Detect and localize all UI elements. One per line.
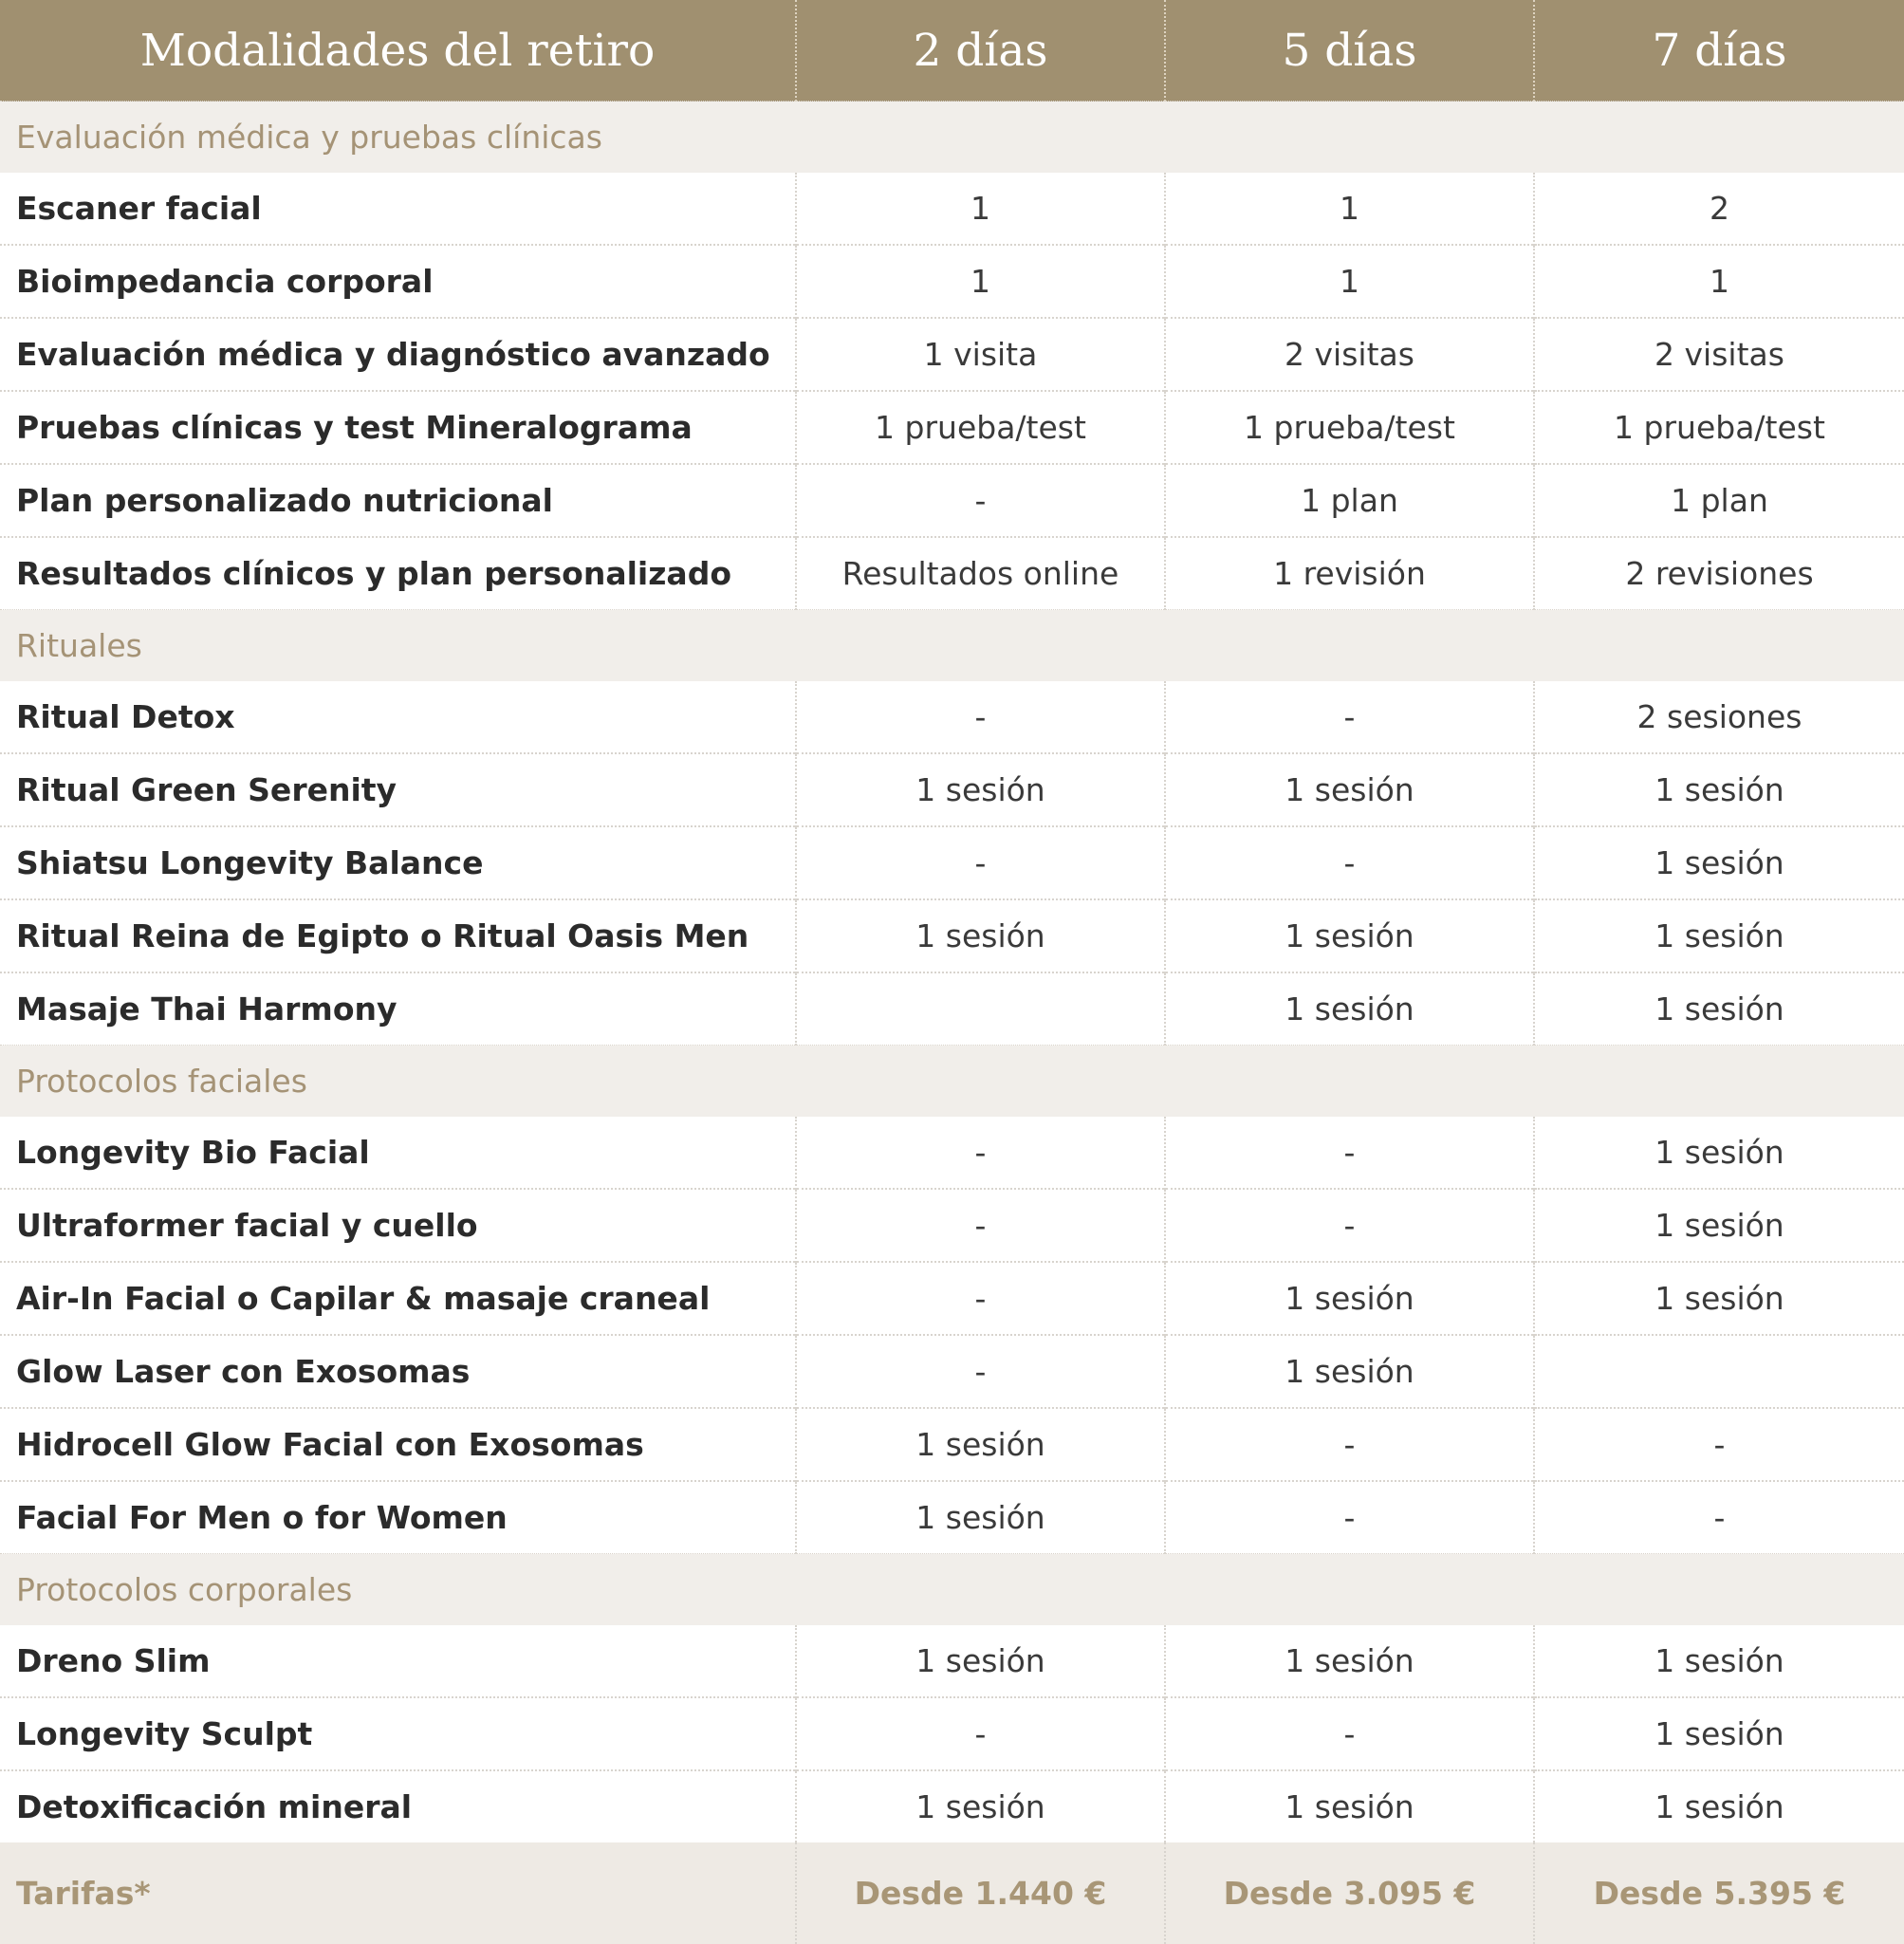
cell-5-days: 1 sesión <box>1165 972 1534 1046</box>
section-row <box>0 1554 1904 1626</box>
cell-7-days <box>1534 1335 1904 1408</box>
cell-7-days: 1 prueba/test <box>1534 391 1904 464</box>
cell-7-days: 1 <box>1534 245 1904 318</box>
cell-7-days: 2 visitas <box>1534 318 1904 391</box>
cell-7-days: 1 sesión <box>1534 972 1904 1046</box>
cell-7-days: 1 sesión <box>1534 1625 1904 1697</box>
table-row <box>0 972 1904 1046</box>
section-title: Protocolos corporales <box>0 1554 1904 1626</box>
cell-5-days: - <box>1165 1481 1534 1554</box>
row-label: Dreno Slim <box>0 1625 796 1697</box>
cell-5-days: 1 revisión <box>1165 537 1534 610</box>
cell-5-days: 1 sesión <box>1165 1262 1534 1335</box>
cell-7-days: - <box>1534 1481 1904 1554</box>
table-row <box>0 173 1904 245</box>
header-5-days: 5 días <box>1165 0 1534 102</box>
table-row <box>0 537 1904 610</box>
cell-2-days: - <box>796 1697 1165 1770</box>
row-label: Hidrocell Glow Facial con Exosomas <box>0 1408 796 1481</box>
cell-5-days: 1 sesión <box>1165 899 1534 972</box>
table-row <box>0 1697 1904 1770</box>
row-label: Longevity Bio Facial <box>0 1117 796 1189</box>
table-row <box>0 1481 1904 1554</box>
row-label: Pruebas clínicas y test Mineralograma <box>0 391 796 464</box>
table-row <box>0 464 1904 537</box>
pricing-row <box>0 1842 1904 1944</box>
cell-7-days: 1 sesión <box>1534 1697 1904 1770</box>
price-2-days: Desde 1.440 € <box>796 1842 1165 1944</box>
row-label: Evaluación médica y diagnóstico avanzado <box>0 318 796 391</box>
table-row <box>0 899 1904 972</box>
cell-7-days: - <box>1534 1408 1904 1481</box>
cell-5-days: 1 plan <box>1165 464 1534 537</box>
cell-2-days: 1 sesión <box>796 1408 1165 1481</box>
cell-5-days: - <box>1165 826 1534 899</box>
cell-2-days: - <box>796 1335 1165 1408</box>
price-5-days: Desde 3.095 € <box>1165 1842 1534 1944</box>
cell-2-days: 1 <box>796 245 1165 318</box>
section-row <box>0 1046 1904 1118</box>
cell-2-days: Resultados online <box>796 537 1165 610</box>
row-label: Detoxificación mineral <box>0 1770 796 1842</box>
cell-5-days: 1 prueba/test <box>1165 391 1534 464</box>
cell-2-days: 1 sesión <box>796 753 1165 826</box>
section-title: Rituales <box>0 610 1904 682</box>
cell-7-days: 1 plan <box>1534 464 1904 537</box>
cell-2-days: - <box>796 464 1165 537</box>
cell-2-days: 1 sesión <box>796 899 1165 972</box>
cell-5-days: 1 <box>1165 173 1534 245</box>
cell-5-days: 2 visitas <box>1165 318 1534 391</box>
cell-2-days: - <box>796 681 1165 753</box>
cell-7-days: 2 sesiones <box>1534 681 1904 753</box>
cell-2-days: - <box>796 1189 1165 1262</box>
row-label: Longevity Sculpt <box>0 1697 796 1770</box>
cell-5-days: - <box>1165 1697 1534 1770</box>
header-2-days: 2 días <box>796 0 1165 102</box>
row-label: Shiatsu Longevity Balance <box>0 826 796 899</box>
row-label: Ritual Reina de Egipto o Ritual Oasis Men <box>0 899 796 972</box>
row-label: Masaje Thai Harmony <box>0 972 796 1046</box>
cell-7-days: 1 sesión <box>1534 753 1904 826</box>
table-header-row <box>0 0 1904 102</box>
section-title: Protocolos faciales <box>0 1046 1904 1118</box>
cell-5-days: - <box>1165 1189 1534 1262</box>
row-label: Resultados clínicos y plan personalizado <box>0 537 796 610</box>
cell-5-days: 1 sesión <box>1165 1335 1534 1408</box>
row-label: Escaner facial <box>0 173 796 245</box>
row-label: Glow Laser con Exosomas <box>0 1335 796 1408</box>
price-7-days: Desde 5.395 € <box>1534 1842 1904 1944</box>
row-label: Air-In Facial o Capilar & masaje craneal <box>0 1262 796 1335</box>
cell-2-days: - <box>796 1262 1165 1335</box>
table-row <box>0 681 1904 753</box>
cell-2-days: 1 <box>796 173 1165 245</box>
cell-5-days: - <box>1165 681 1534 753</box>
cell-5-days: - <box>1165 1408 1534 1481</box>
cell-7-days: 2 <box>1534 173 1904 245</box>
header-title: Modalidades del retiro <box>0 0 796 102</box>
table-row <box>0 318 1904 391</box>
cell-5-days: 1 <box>1165 245 1534 318</box>
header-7-days: 7 días <box>1534 0 1904 102</box>
cell-5-days: 1 sesión <box>1165 753 1534 826</box>
table-row <box>0 245 1904 318</box>
section-row <box>0 610 1904 682</box>
row-label: Ultraformer facial y cuello <box>0 1189 796 1262</box>
table-row <box>0 1262 1904 1335</box>
row-label: Bioimpedancia corporal <box>0 245 796 318</box>
cell-7-days: 1 sesión <box>1534 899 1904 972</box>
table-row <box>0 826 1904 899</box>
table-body <box>0 102 1904 1944</box>
row-label: Plan personalizado nutricional <box>0 464 796 537</box>
section-row <box>0 102 1904 174</box>
row-label: Ritual Green Serenity <box>0 753 796 826</box>
table-row <box>0 753 1904 826</box>
cell-2-days: - <box>796 826 1165 899</box>
cell-2-days: - <box>796 1117 1165 1189</box>
cell-7-days: 2 revisiones <box>1534 537 1904 610</box>
cell-2-days: 1 prueba/test <box>796 391 1165 464</box>
cell-2-days <box>796 972 1165 1046</box>
pricing-label: Tarifas* <box>0 1842 796 1944</box>
cell-2-days: 1 sesión <box>796 1625 1165 1697</box>
cell-7-days: 1 sesión <box>1534 826 1904 899</box>
table-row <box>0 1189 1904 1262</box>
cell-7-days: 1 sesión <box>1534 1189 1904 1262</box>
cell-2-days: 1 sesión <box>796 1770 1165 1842</box>
cell-7-days: 1 sesión <box>1534 1117 1904 1189</box>
row-label: Facial For Men o for Women <box>0 1481 796 1554</box>
section-title: Evaluación médica y pruebas clínicas <box>0 102 1904 174</box>
table-row <box>0 1625 1904 1697</box>
cell-2-days: 1 visita <box>796 318 1165 391</box>
cell-2-days: 1 sesión <box>796 1481 1165 1554</box>
table-row <box>0 391 1904 464</box>
cell-7-days: 1 sesión <box>1534 1262 1904 1335</box>
cell-5-days: - <box>1165 1117 1534 1189</box>
row-label: Ritual Detox <box>0 681 796 753</box>
cell-5-days: 1 sesión <box>1165 1770 1534 1842</box>
table-row <box>0 1770 1904 1842</box>
table-row <box>0 1117 1904 1189</box>
table-row <box>0 1408 1904 1481</box>
cell-7-days: 1 sesión <box>1534 1770 1904 1842</box>
table-row <box>0 1335 1904 1408</box>
cell-5-days: 1 sesión <box>1165 1625 1534 1697</box>
